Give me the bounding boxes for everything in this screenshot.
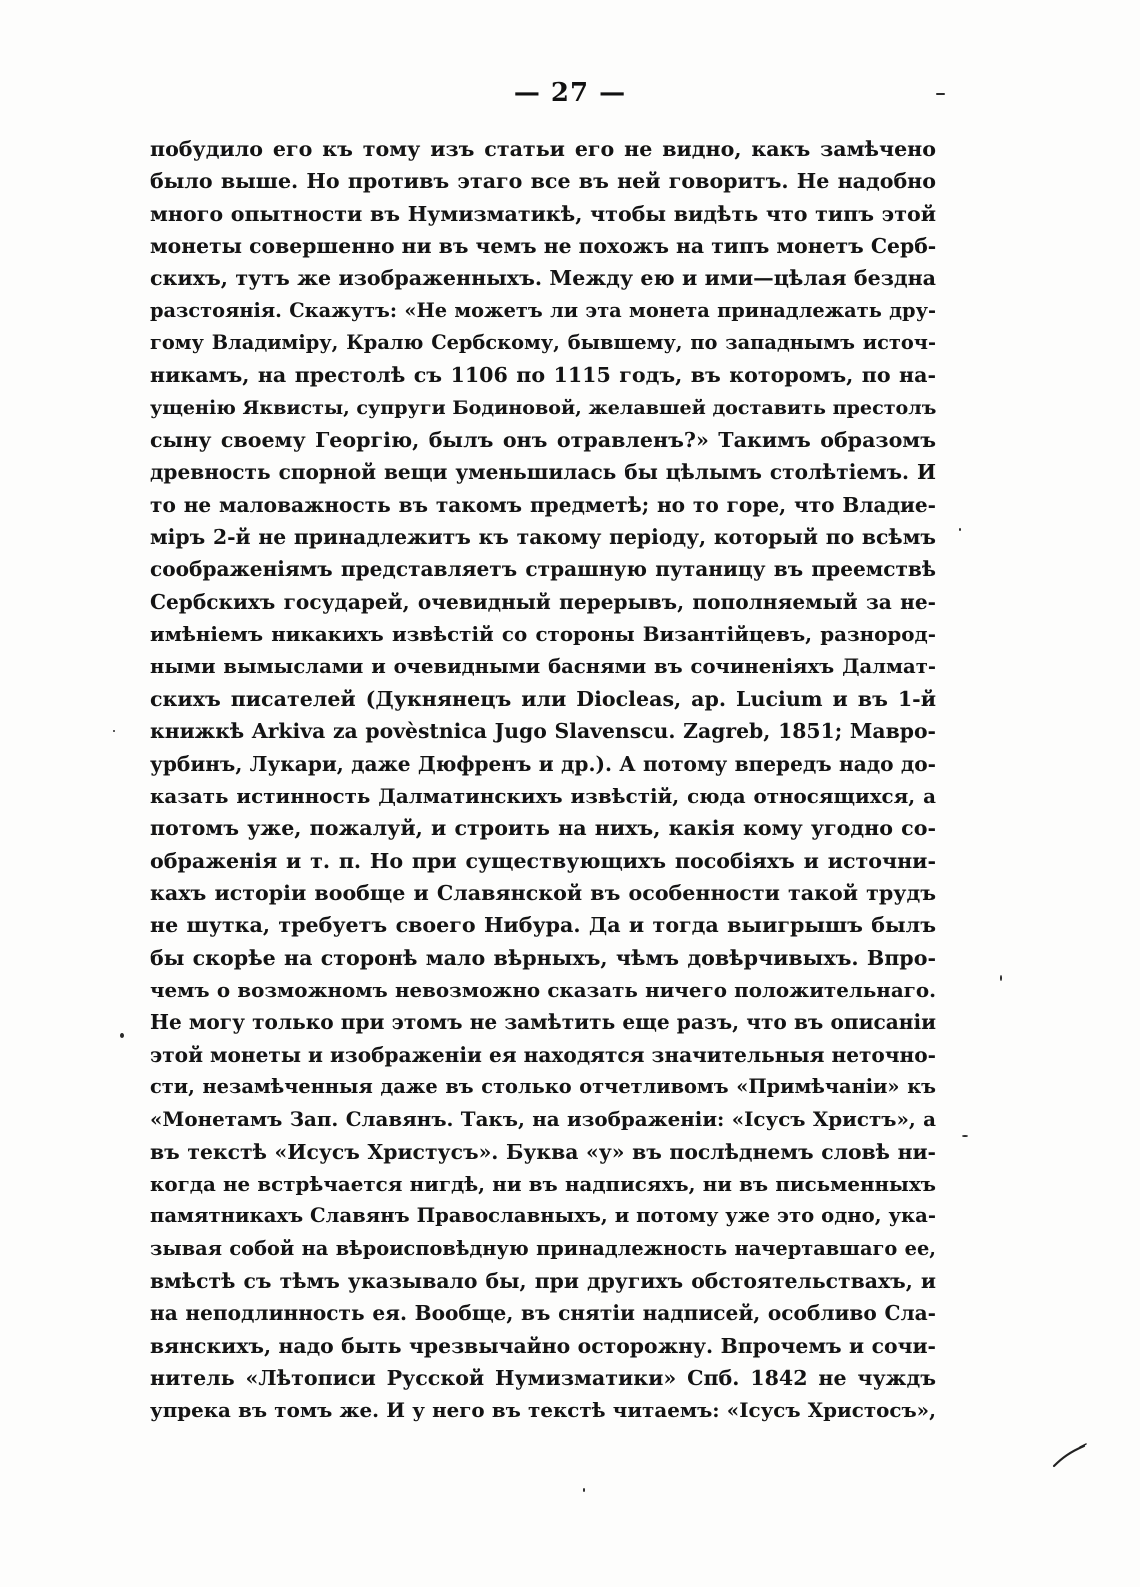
text-line: разстоянія. Скажутъ: «Не можетъ ли эта монета принадлежать дру- bbox=[150, 298, 936, 322]
text-line: міръ 2-й не принадлежитъ къ такому періоду, который по всѣмъ bbox=[150, 525, 936, 550]
scan-speck bbox=[120, 1033, 124, 1038]
text-line: ущенію Яквисты, супруги Бодиновой, желавшей доставить престолъ bbox=[150, 395, 937, 419]
text-line: сыну своему Георгію, былъ онъ отравленъ?» Такимъ образомъ bbox=[150, 428, 936, 453]
text-line: книжкѣ Arkiva za povèstnica Jugo Slavenscu. Zagreb, 1851; Мавро- bbox=[150, 719, 936, 744]
page-number: — 27 — bbox=[513, 78, 627, 108]
text-line: соображеніямъ представляетъ страшную путаницу въ преемствѣ bbox=[150, 557, 936, 582]
scan-speck bbox=[959, 528, 961, 531]
text-line: имѣніемъ никакихъ извѣстій со стороны Византійцевъ, разнород- bbox=[150, 622, 936, 647]
text-line: памятникахъ Славянъ Православныхъ, и потому уже это одно, ука- bbox=[150, 1204, 936, 1228]
text-line: много опытности въ Нумизматикѣ, чтобы видѣть что типъ этой bbox=[150, 201, 936, 226]
text-line: побудило его къ тому изъ статьи его не видно, какъ замѣчено bbox=[150, 137, 936, 161]
text-line: монеты совершенно ни въ чемъ не похожъ на типъ монетъ Серб- bbox=[150, 234, 937, 259]
text-line: бы скорѣе на сторонѣ мало вѣрныхъ, чѣмъ довѣрчивыхъ. Впро- bbox=[150, 945, 936, 970]
text-line: урбинъ, Лукари, даже Дюфренъ и др.). А потому впередъ надо до- bbox=[150, 751, 936, 776]
scan-speck bbox=[113, 730, 115, 732]
text-line: никамъ, на престолѣ съ 1106 по 1115 годъ, въ которомъ, по на- bbox=[150, 363, 936, 388]
text-line: нитель «Лѣтописи Русской Нумизматики» Спб. 1842 не чуждъ bbox=[150, 1366, 936, 1391]
text-line: не шутка, требуетъ своего Нибура. Да и тогда выигрышъ былъ bbox=[150, 913, 936, 938]
text-line: гому Владиміру, Кралю Сербскому, бывшему, по западнымъ источ- bbox=[150, 331, 936, 355]
text-line: было выше. Но противъ этаго все въ ней говоритъ. Не надобно bbox=[150, 169, 936, 194]
text-line: на неподлинность ея. Вообще, въ снятіи надписей, особливо Сла- bbox=[150, 1301, 936, 1326]
text-line: вянскихъ, надо быть чрезвычайно осторожну. Впрочемъ и сочи- bbox=[150, 1333, 936, 1358]
text-line: въ текстѣ «Исусъ Христусъ». Буква «у» въ послѣднемъ словѣ ни- bbox=[150, 1139, 936, 1164]
text-line: то не маловажность въ такомъ предметѣ; но то горе, что Владие- bbox=[150, 492, 936, 517]
text-line: упрека въ томъ же. И у него въ текстѣ читаемъ: «Ісусъ Христосъ», bbox=[150, 1398, 936, 1423]
text-line: потомъ уже, пожалуй, и строить на нихъ, какія кому угодно со- bbox=[150, 816, 936, 841]
text-line: скихъ, тутъ же изображенныхъ. Между ею и ими—цѣлая бездна bbox=[150, 266, 936, 291]
text-line: Не могу только при этомъ не замѣтить еще разъ, что въ описаніи bbox=[150, 1010, 936, 1035]
scan-speck bbox=[936, 93, 945, 95]
text-line: этой монеты и изображеніи ея находятся значительныя неточно- bbox=[150, 1042, 936, 1067]
text-line: когда не встрѣчается нигдѣ, ни въ надписяхъ, ни въ письменныхъ bbox=[150, 1172, 936, 1196]
text-line: Сербскихъ государей, очевидный перерывъ, пополняемый за не- bbox=[150, 589, 936, 614]
text-line: чемъ о возможномъ невозможно сказать ничего положительнаго. bbox=[150, 977, 936, 1002]
pen-stroke-mark bbox=[1050, 1440, 1090, 1470]
text-line: «Монетамъ Зап. Славянъ. Такъ, на изображеніи: «Ісусъ Христъ», а bbox=[150, 1107, 936, 1132]
text-line: скихъ писателей (Дукнянецъ или Diocleas, ap. Lucium и въ 1-й bbox=[150, 686, 936, 711]
text-line: ными вымыслами и очевидными баснями въ сочиненіяхъ Далмат- bbox=[150, 654, 936, 678]
text-line: древность спорной вещи уменьшилась бы цѣлымъ столѣтіемъ. И bbox=[150, 460, 936, 485]
text-line: казать истинность Далматинскихъ извѣстій, сюда относящихся, а bbox=[150, 783, 936, 808]
text-line: вмѣстѣ съ тѣмъ указывало бы, при другихъ обстоятельствахъ, и bbox=[150, 1269, 936, 1294]
body-text bbox=[150, 133, 936, 1427]
text-line: сти, незамѣченныя даже въ столько отчетливомъ «Примѣчаніи» къ bbox=[150, 1074, 936, 1098]
text-line: ображенія и т. п. Но при существующихъ пособіяхъ и источни- bbox=[150, 848, 936, 873]
text-line: зывая собой на вѣроисповѣдную принадлежность начертавшаго ее, bbox=[150, 1236, 936, 1260]
scan-speck bbox=[962, 1135, 968, 1137]
scan-speck bbox=[1000, 975, 1002, 981]
text-line: кахъ исторіи вообще и Славянской въ особенности такой трудъ bbox=[150, 880, 936, 905]
scan-speck bbox=[583, 1488, 585, 1492]
